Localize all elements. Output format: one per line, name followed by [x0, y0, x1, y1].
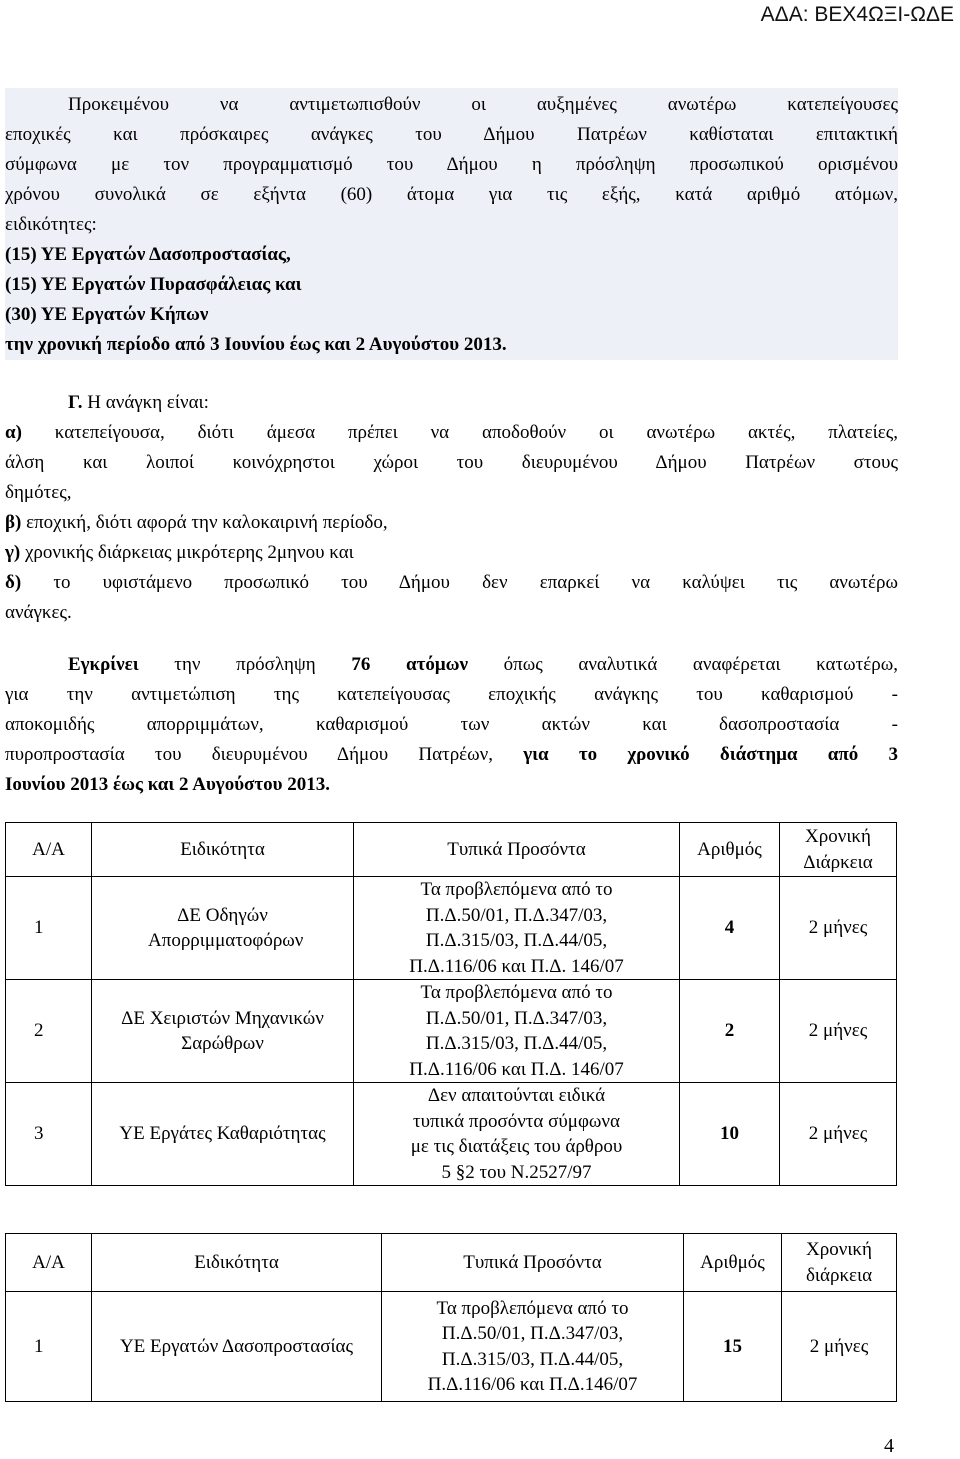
col-header-duration: Χρονική Διάρκεια: [780, 823, 897, 877]
item-label-d: δ): [5, 572, 22, 593]
approval-count: 76 ατόμων: [351, 654, 468, 675]
need-a-line: άλση και λοιποί κοινόχρηστοι χώροι του διευρυμένου Δήμου Πατρέων στους: [5, 452, 898, 473]
need-c-line: [5, 538, 898, 568]
approval-line: [5, 740, 898, 770]
specialty-line: (30) ΥΕ Εργατών Κήπων: [5, 304, 209, 325]
specialty-line: (15) ΥΕ Εργατών Πυρασφάλειας και: [5, 274, 302, 295]
cell-aa: 1: [6, 877, 92, 980]
cell-specialty: ΔΕ Οδηγών Απορριμματοφόρων: [92, 877, 354, 980]
cell-number: 2: [680, 980, 780, 1083]
need-a-line: δημότες,: [5, 482, 72, 503]
need-heading: [5, 388, 898, 418]
specialty-line: (15) ΥΕ Εργατών Δασοπροστασίας,: [5, 244, 291, 265]
need-d-line: ανάγκες.: [5, 602, 72, 623]
need-a-line: [5, 418, 898, 448]
table-row: [6, 1292, 897, 1402]
need-a-text: κατεπείγουσα, διότι άμεσα πρέπει να αποδοθούν οι ανωτέρω ακτές, πλατείες,: [21, 422, 898, 443]
intro-line: σύμφωνα με τον προγραμματισμό του Δήμου η πρόσληψη προσωπικού ορισμένου: [5, 154, 898, 175]
cell-duration: 2 μήνες: [782, 1292, 897, 1402]
need-c-text: χρονικής διάρκειας μικρότερης 2μηνου και: [20, 542, 354, 563]
col-header-duration: Χρονική διάρκεια: [782, 1234, 897, 1292]
col-header-number: Αριθμός: [684, 1234, 782, 1292]
item-label-a: α): [5, 422, 22, 443]
approval-verb: Εγκρίνει: [68, 654, 139, 675]
positions-table: [5, 822, 897, 1186]
table-header-row: [6, 1234, 897, 1292]
cell-aa: 1: [6, 1292, 92, 1402]
need-b-line: [5, 508, 898, 538]
cell-duration: 2 μήνες: [780, 1083, 897, 1186]
need-heading-text: Η ανάγκη είναι:: [82, 392, 209, 413]
intro-paragraph: [5, 90, 898, 360]
approval-paragraph: [5, 650, 898, 800]
cell-number: 4: [680, 877, 780, 980]
need-b-text: εποχική, διότι αφορά την καλοκαιρινή περίοδο,: [21, 512, 388, 533]
cell-number: 10: [680, 1083, 780, 1186]
cell-specialty: ΥΕ Εργάτες Καθαριότητας: [92, 1083, 354, 1186]
section-label: Γ.: [68, 392, 83, 413]
col-header-specialty: Ειδικότητα: [92, 1234, 382, 1292]
cell-number: 15: [684, 1292, 782, 1402]
need-d-text: το υφιστάμενο προσωπικό του Δήμου δεν επαρκεί να καλύψει τις ανωτέρω: [21, 572, 898, 593]
col-header-qualifications: Τυπικά Προσόντα: [354, 823, 680, 877]
cell-qualifications: Δεν απαιτούνται ειδικά τυπικά προσόντα σύμφωνα με τις διατάξεις του άρθρου 5 §2 του Ν.2527/97: [354, 1083, 680, 1186]
table-row: [6, 877, 897, 980]
cell-specialty: ΔΕ Χειριστών Μηχανικών Σαρώθρων: [92, 980, 354, 1083]
approval-line: για την αντιμετώπιση της κατεπείγουσας εποχικής ανάγκης του καθαρισμού -: [5, 684, 898, 705]
intro-line: ειδικότητες:: [5, 214, 97, 235]
approval-text: όπως αναλυτικά αναφέρεται κατωτέρω,: [468, 654, 898, 675]
period-line: την χρονική περίοδο από 3 Ιουνίου έως και 2 Αυγούστου 2013.: [5, 334, 507, 355]
cell-duration: 2 μήνες: [780, 980, 897, 1083]
approval-text: την πρόσληψη: [138, 654, 352, 675]
approval-line: [5, 650, 898, 680]
item-label-c: γ): [5, 542, 21, 563]
approval-text: πυροπροστασία του διευρυμένου Δήμου Πατρέων,: [5, 744, 524, 765]
cell-qualifications: Τα προβλεπόμενα από το Π.Δ.50/01, Π.Δ.347/03, Π.Δ.315/03, Π.Δ.44/05, Π.Δ.116/06 και Π.Δ. 146/07: [354, 980, 680, 1083]
approval-period: για το χρονικό διάστημα από 3: [523, 744, 898, 765]
table-row: [6, 980, 897, 1083]
intro-line: εποχικές και πρόσκαιρες ανάγκες του Δήμου Πατρέων καθίσταται επιτακτική: [5, 124, 898, 145]
need-section: [5, 388, 898, 628]
ada-code: ΑΔΑ: ΒΕΧ4ΩΞΙ-ΩΔΕ: [760, 3, 954, 26]
cell-qualifications: Τα προβλεπόμενα από το Π.Δ.50/01, Π.Δ.347/03, Π.Δ.315/03, Π.Δ.44/05, Π.Δ.116/06 και Π.Δ.146/07: [382, 1292, 684, 1402]
col-header-specialty: Ειδικότητα: [92, 823, 354, 877]
positions-table-2: [5, 1233, 897, 1402]
cell-duration: 2 μήνες: [780, 877, 897, 980]
need-d-line: [5, 568, 898, 598]
cell-aa: 2: [6, 980, 92, 1083]
col-header-aa: Α/Α: [6, 1234, 92, 1292]
table-header-row: [6, 823, 897, 877]
col-header-qualifications: Τυπικά Προσόντα: [382, 1234, 684, 1292]
col-header-aa: Α/Α: [6, 823, 92, 877]
intro-line: χρόνου συνολικά σε εξήντα (60) άτομα για τις εξής, κατά αριθμό ατόμων,: [5, 184, 898, 205]
approval-period-end: Ιουνίου 2013 έως και 2 Αυγούστου 2013.: [5, 774, 331, 795]
col-header-number: Αριθμός: [680, 823, 780, 877]
cell-qualifications: Τα προβλεπόμενα από το Π.Δ.50/01, Π.Δ.347/03, Π.Δ.315/03, Π.Δ.44/05, Π.Δ.116/06 και Π.Δ. 146/07: [354, 877, 680, 980]
intro-line: Προκειμένου να αντιμετωπισθούν οι αυξημένες ανωτέρω κατεπείγουσες: [68, 94, 898, 115]
cell-aa: 3: [6, 1083, 92, 1186]
item-label-b: β): [5, 512, 22, 533]
table-row: [6, 1083, 897, 1186]
approval-line: αποκομιδής απορριμμάτων, καθαρισμού των ακτών και δασοπροστασία -: [5, 714, 898, 735]
cell-specialty: ΥΕ Εργατών Δασοπροστασίας: [92, 1292, 382, 1402]
page-number: 4: [884, 1435, 894, 1457]
